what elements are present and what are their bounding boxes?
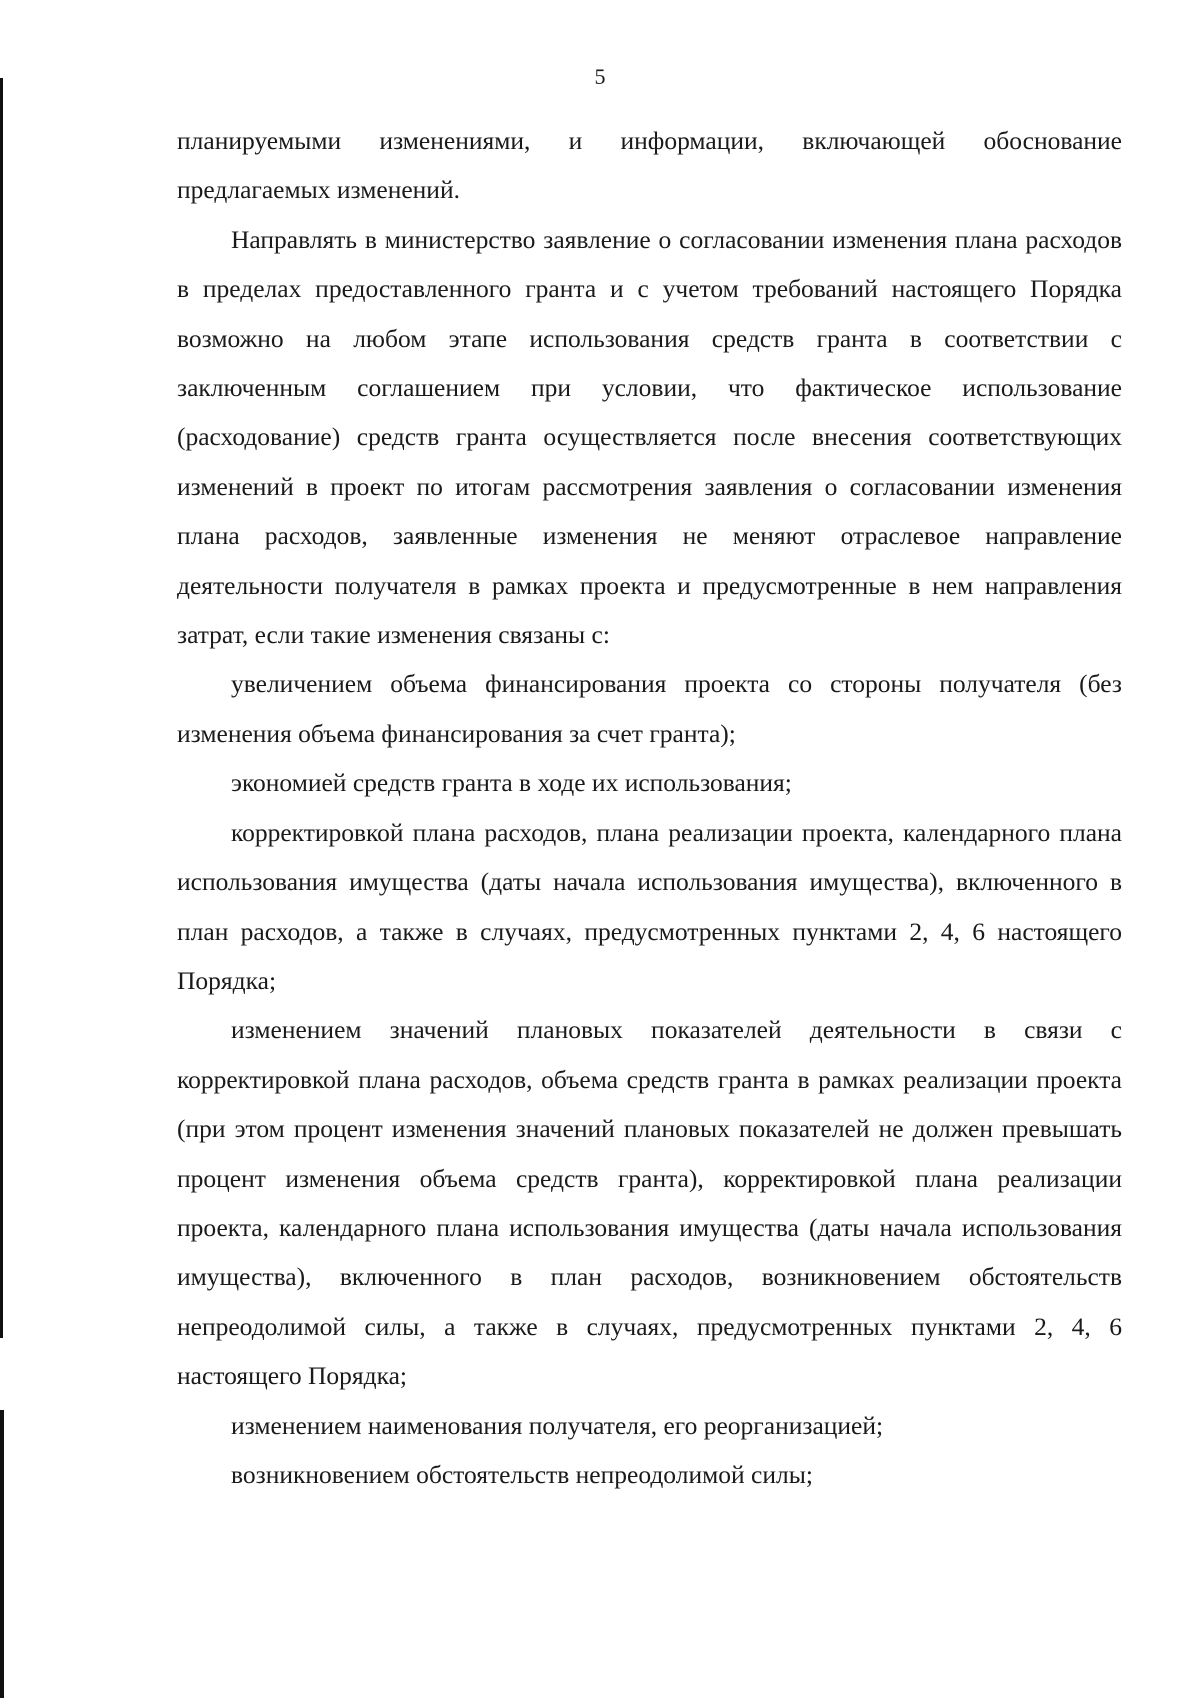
list-item: корректировкой плана расходов, плана реализации проекта, календарного плана использования имущества (даты начала использования имущества), включенного в план расходов, а также в случаях, предусмотренных пунктами 2, 4, 6 настоящего Порядка;: [177, 817, 1122, 995]
paragraph: Направлять в министерство заявление о согласовании изменения плана расходов в пределах предоставленного гранта и с учетом требований настоящего Порядка возможно на любом этапе использования средств гранта в соответствии с заключенным соглашением при условии, что фактическое использование (расходование) средств гранта осуществляется после внесения соответствующих изменений в проект по итогам рассмотрения заявления о согласовании изменения плана расходов, заявленные изменения не меняют отраслевое направление деятельности получателя в рамках проекта и предусмотренные в нем направления затрат, если такие изменения связаны с:: [177, 224, 1122, 650]
list-item: возникновением обстоятельств непреодолимой силы;: [231, 1459, 813, 1489]
list-item: изменением значений плановых показателей деятельности в связи с корректировкой плана расходов, объема средств гранта в рамках реализации проекта (при этом процент изменения значений плановых показателей не должен превышать процент изменения объема средств гранта), корректировкой плана реализации проекта, календарного плана использования имущества (даты начала использования имущества), включенного в план расходов, возникновением обстоятельств непреодолимой силы, а также в случаях, предусмотренных пунктами 2, 4, 6 настоящего Порядка;: [177, 1015, 1122, 1391]
page-number: 5: [594, 64, 606, 89]
document-body: [177, 116, 1122, 1499]
scan-edge-line: [0, 78, 3, 1338]
list-item: изменением наименования получателя, его реорганизацией;: [231, 1410, 884, 1440]
paragraph-continuation: планируемыми изменениями, и информации, включающей обоснование предлагаемых изменений.: [177, 126, 1122, 205]
list-item: увеличением объема финансирования проекта со стороны получателя (без изменения объема финансирования за счет гранта);: [177, 669, 1122, 748]
scan-edge-line: [0, 1410, 4, 1698]
list-item: экономией средств гранта в ходе их использования;: [231, 768, 792, 798]
